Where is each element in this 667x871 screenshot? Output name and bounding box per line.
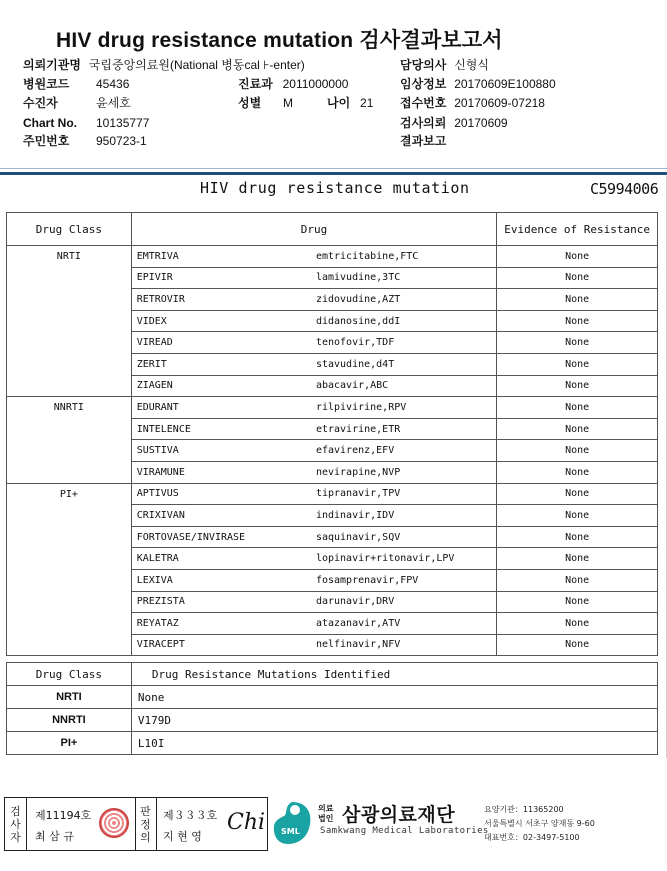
dept-label: 진료과 (238, 77, 273, 91)
header-drug-class: Drug Class (7, 213, 132, 246)
doctor-label: 담당의사 (400, 58, 447, 72)
signature-box (4, 797, 268, 851)
logo-text: SML (281, 827, 300, 836)
generic-name-cell: nelfinavir,NFV (311, 634, 497, 656)
brand-name-cell: VIDEX (131, 310, 311, 332)
resistance-cell: None (497, 353, 658, 375)
examiner-number: 제11194호 (35, 809, 92, 822)
confirmer-name: 지 현 영 (163, 830, 202, 843)
brand-name-cell: APTIVUS (131, 483, 311, 505)
age-field (327, 96, 373, 110)
mutations-row (7, 732, 658, 755)
header-drug: Drug (131, 213, 497, 246)
brand-name-cell: SUSTIVA (131, 440, 311, 462)
mutations-value-cell: None (131, 686, 657, 709)
brand-name-cell: PREZISTA (131, 591, 311, 613)
resistance-cell: None (497, 548, 658, 570)
clinical-field (400, 77, 556, 91)
brand-prefix (318, 804, 333, 824)
request-label: 검사의뢰 (400, 116, 447, 130)
ward-field (23, 77, 130, 91)
generic-name-cell: atazanavir,ATV (311, 613, 497, 635)
mutations-class-cell: PI+ (7, 732, 132, 755)
contact-line: 서울특별시 서초구 양재동 9-60 (484, 819, 595, 828)
resistance-cell: None (497, 267, 658, 289)
resistance-cell: None (497, 440, 658, 462)
header-evidence: Evidence of Resistance (497, 213, 658, 246)
receipt-field (400, 96, 545, 110)
dept-value: 2011000000 (282, 77, 349, 91)
examiner-vertical-char: 자 (10, 830, 21, 844)
brand-name-cell: FORTOVASE/INVIRASE (131, 526, 311, 548)
ward-label: 병원코드 (23, 77, 70, 91)
mutations-header-row (7, 663, 658, 686)
resistance-cell: None (497, 397, 658, 419)
clinical-value: 20170609E100880 (454, 77, 556, 91)
brand-name-cell: EDURANT (131, 397, 311, 419)
resistance-cell: None (497, 418, 658, 440)
mutations-value-cell: L10I (131, 732, 657, 755)
examiner-vertical-char: 검 (10, 804, 21, 818)
patient-field (23, 96, 131, 110)
generic-name-cell: stavudine,d4T (311, 353, 497, 375)
generic-name-cell: fosamprenavir,FPV (311, 569, 497, 591)
receipt-value: 20170609-07218 (454, 96, 545, 110)
brand-name-cell: EPIVIR (131, 267, 311, 289)
page-title: HIV drug resistance mutation 검사결과보고서 (56, 29, 503, 52)
resistance-cell: None (497, 461, 658, 483)
mutations-header-class: Drug Class (7, 663, 132, 686)
patient-label: 수진자 (23, 96, 58, 110)
resistance-cell: None (497, 332, 658, 354)
header-divider (0, 172, 667, 175)
mutations-class-cell: NNRTI (7, 709, 132, 732)
confirmer-vertical-char: 의 (140, 830, 151, 844)
drug-class-cell: NNRTI (7, 397, 132, 483)
brand-prefix-line: 법인 (318, 814, 334, 823)
generic-name-cell: lopinavir+ritonavir,LPV (311, 548, 497, 570)
brand-name-cell: VIREAD (131, 332, 311, 354)
dept-field (238, 77, 348, 91)
confirmer-vertical-char: 판 (140, 804, 151, 818)
sex-value: M (283, 96, 294, 110)
sex-label: 성별 (238, 96, 262, 110)
doctor-field (400, 58, 489, 72)
table-header-row (7, 213, 658, 246)
drug-class-cell: NRTI (7, 246, 132, 397)
brand-name-cell: VIRAMUNE (131, 461, 311, 483)
id-field (23, 134, 147, 148)
header-divider-thin (0, 168, 667, 169)
report-label: 결과보고 (400, 134, 447, 148)
generic-name-cell: lamivudine,3TC (311, 267, 497, 289)
generic-name-cell: saquinavir,SQV (311, 526, 497, 548)
brand-name-cell: INTELENCE (131, 418, 311, 440)
brand-name-cell: RETROVIR (131, 289, 311, 311)
resistance-cell: None (497, 483, 658, 505)
sml-logo-icon (272, 800, 312, 846)
generic-name-cell: etravirine,ETR (311, 418, 497, 440)
report-code: C5994006 (590, 180, 659, 198)
chart-value: 10135777 (96, 116, 150, 130)
institution-field (23, 58, 305, 72)
contact-line: 대표번호：02-3497-5100 (484, 833, 580, 842)
examiner-name: 최 삼 규 (35, 830, 74, 843)
institution-value: 국립중앙의료원(National 병동cal ⊦-enter) (88, 58, 305, 72)
age-label: 나이 (327, 96, 351, 110)
mutations-value-cell: V179D (131, 709, 657, 732)
resistance-cell: None (497, 591, 658, 613)
table-row (7, 246, 658, 268)
mutations-header-identified: Drug Resistance Mutations Identified (131, 663, 657, 686)
resistance-cell: None (497, 526, 658, 548)
resistance-cell: None (497, 634, 658, 656)
request-value: 20170609 (454, 116, 508, 130)
examiner-vertical-char: 사 (10, 817, 21, 831)
resistance-cell: None (497, 310, 658, 332)
resistance-cell: None (497, 613, 658, 635)
drug-class-cell: PI+ (7, 483, 132, 656)
institution-label: 의뢰기관명 (23, 58, 81, 72)
resistance-cell: None (497, 569, 658, 591)
patient-value: 윤세호 (96, 96, 131, 110)
generic-name-cell: emtricitabine,FTC (311, 246, 497, 268)
confirmer-vertical-label (135, 798, 157, 850)
brand-english-name: Samkwang Medical Laboratories (320, 826, 489, 836)
generic-name-cell: darunavir,DRV (311, 591, 497, 613)
report-title: HIV drug resistance mutation (200, 179, 470, 197)
receipt-label: 접수번호 (400, 96, 447, 110)
chart-label: Chart No. (23, 116, 77, 130)
generic-name-cell: nevirapine,NVP (311, 461, 497, 483)
id-value: 950723-1 (96, 134, 147, 148)
mutations-table (6, 662, 658, 755)
sex-field (238, 96, 293, 110)
brand-name-cell: REYATAZ (131, 613, 311, 635)
brand-name-cell: LEXIVA (131, 569, 311, 591)
chart-field (23, 116, 150, 130)
resistance-cell: None (497, 289, 658, 311)
id-label: 주민번호 (23, 134, 70, 148)
generic-name-cell: zidovudine,AZT (311, 289, 497, 311)
mutations-row (7, 686, 658, 709)
ward-value: 45436 (96, 77, 130, 91)
report-field (400, 134, 450, 148)
brand-name-cell: CRIXIVAN (131, 505, 311, 527)
table-row (7, 397, 658, 419)
table-row (7, 483, 658, 505)
resistance-cell: None (497, 375, 658, 397)
mutations-class-cell: NRTI (7, 686, 132, 709)
doctor-value: 신형식 (454, 58, 489, 72)
clinical-label: 임상정보 (400, 77, 447, 91)
generic-name-cell: tenofovir,TDF (311, 332, 497, 354)
drug-resistance-table (6, 212, 658, 656)
resistance-cell: None (497, 505, 658, 527)
contact-line: 요양기관：11365200 (484, 805, 564, 814)
confirmer-number: 제３３３호 (163, 809, 218, 822)
request-field (400, 116, 508, 130)
handwritten-signature: Chi (227, 810, 266, 835)
generic-name-cell: tipranavir,TPV (311, 483, 497, 505)
generic-name-cell: rilpivirine,RPV (311, 397, 497, 419)
official-seal-icon (99, 808, 129, 838)
confirmer-vertical-char: 정 (140, 817, 151, 831)
mutations-row (7, 709, 658, 732)
brand-name: 삼광의료재단 (342, 804, 456, 826)
brand-name-cell: ZIAGEN (131, 375, 311, 397)
brand-name-cell: ZERIT (131, 353, 311, 375)
resistance-cell: None (497, 246, 658, 268)
generic-name-cell: indinavir,IDV (311, 505, 497, 527)
brand-name-cell: VIRACEPT (131, 634, 311, 656)
brand-prefix-line: 의료 (318, 804, 334, 813)
brand-name-cell: KALETRA (131, 548, 311, 570)
generic-name-cell: didanosine,ddI (311, 310, 497, 332)
examiner-vertical-label (5, 798, 27, 850)
generic-name-cell: abacavir,ABC (311, 375, 497, 397)
age-value: 21 (360, 96, 374, 110)
brand-name-cell: EMTRIVA (131, 246, 311, 268)
generic-name-cell: efavirenz,EFV (311, 440, 497, 462)
